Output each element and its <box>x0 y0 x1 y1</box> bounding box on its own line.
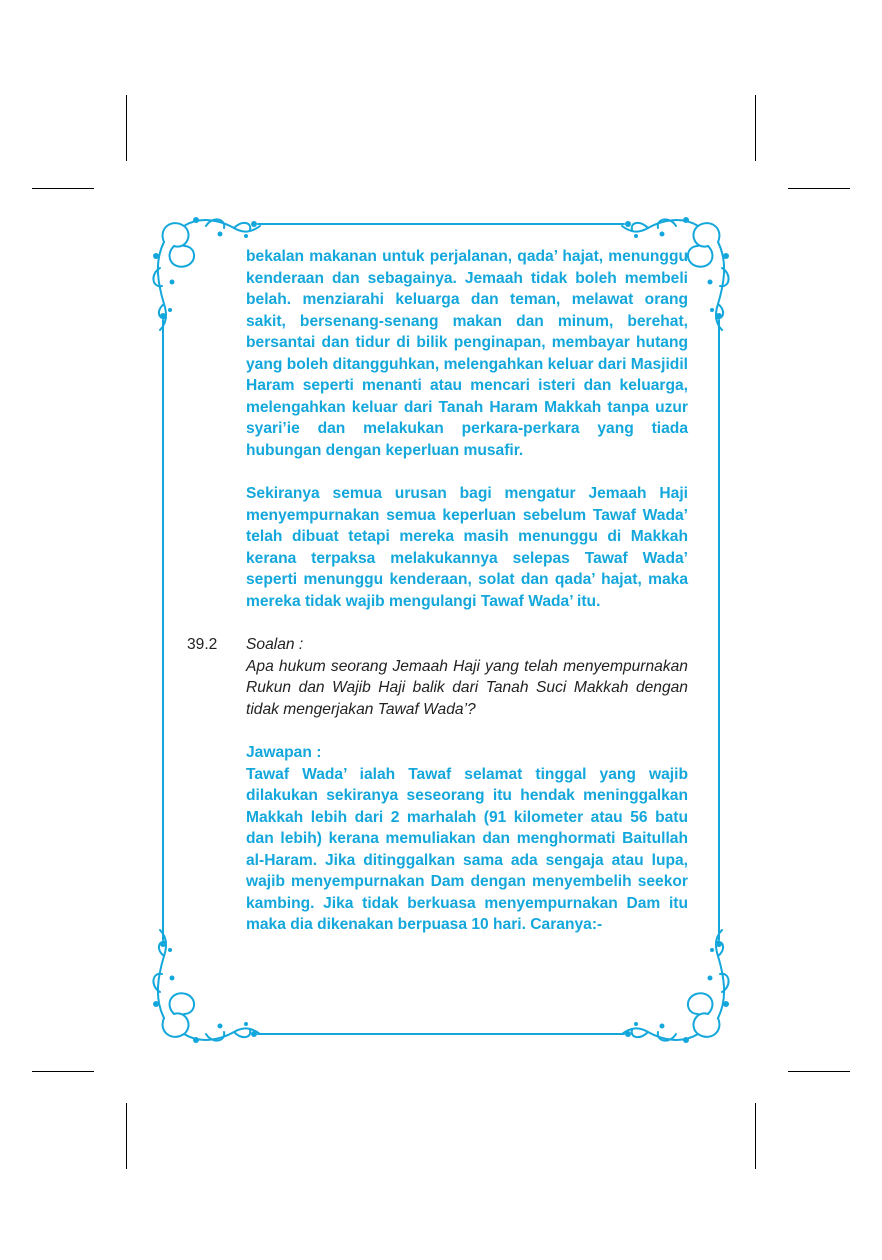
soalan-label: Soalan : <box>246 636 304 653</box>
answer-text: Tawaf Wada’ ialah Tawaf selamat tinggal yang wajib dilakukan sekiranya seseorang itu hendak meninggalkan Makkah lebih dari 2 marhalah (91 kilometer atau 56 batu dan lebih) kerana memuliakan dan menghormati Baitullah al-Haram. Jika ditinggalkan sama ada sengaja atau lupa, wajib menyempurnakan Dam dengan menyembelih seekor kambing. Jika tidak berkuasa menyempurnakan Dam itu maka dia dikenakan berpuasa 10 hari. Caranya:- <box>246 765 688 933</box>
paragraph-2: Sekiranya semua urusan bagi mengatur Jemaah Haji menyempurnakan semua keperluan sebelum Tawaf Wada’ telah dibuat tetapi mereka masih menunggu di Makkah kerana terpaksa melakukannya selepas Tawaf Wada’ seperti menunggu kenderaan, solat dan qada’ hajat, maka mereka tidak wajib mengulangi Tawaf Wada’ itu. <box>246 485 688 610</box>
question-number: 39.2 <box>187 636 218 653</box>
question-text: Apa hukum seorang Jemaah Haji yang telah menyempurnakan Rukun dan Wajib Haji balik dari Tanah Suci Makkah dengan tidak mengerjakan Tawaf Wada’? <box>246 657 688 718</box>
jawapan-label: Jawapan : <box>246 744 322 761</box>
page-content <box>187 246 688 936</box>
paragraph-1: bekalan makanan untuk perjalanan, qada’ hajat, menunggu kenderaan dan sebagainya. Jemaah tidak boleh membeli belah. menziarahi keluarga dan teman, melawat orang sakit, bersenang-senang makan dan minum, berehat, bersantai dan tidur di bilik penginapan, membayar hutang yang boleh ditangguhkan, melengahkan keluar dari Masjidil Haram seperti menanti atau mencari isteri dan keluarga, melengahkan keluar dari Tanah Haram Makkah tanpa uzur syari’ie dan melakukan perkara-perkara yang tiada hubungan dengan keperluan musafir. <box>246 248 688 459</box>
question-block <box>187 634 688 720</box>
